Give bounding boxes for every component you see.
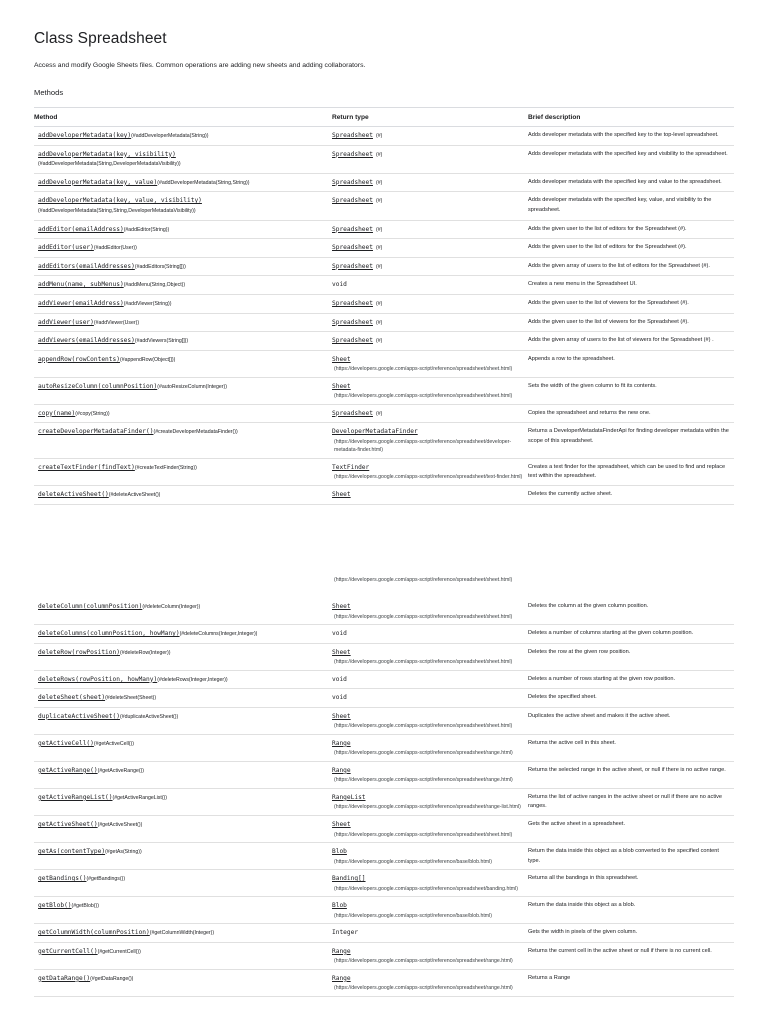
method-anchor: (#addViewer(User)): [93, 319, 140, 326]
return-type-cell: [332, 734, 528, 761]
method-cell: [34, 815, 332, 842]
description-cell: Deletes the specified sheet.: [528, 689, 734, 708]
return-type-cell: [332, 815, 528, 842]
method-signature-link[interactable]: appendRow(rowContents): [38, 355, 120, 363]
return-type-link[interactable]: Spreadsheet: [332, 150, 373, 158]
description-cell: Duplicates the active sheet and makes it the active sheet.: [528, 707, 734, 734]
page-title: Class Spreadsheet: [34, 30, 167, 47]
method-signature-link[interactable]: deleteColumns(columnPosition, howMany): [38, 630, 180, 637]
method-anchor: (#addEditors(String[])): [134, 263, 186, 270]
method-cell: [34, 239, 332, 258]
method-cell: [34, 643, 332, 670]
method-cell: [34, 377, 332, 404]
description-cell: Adds developer metadata with the specified key to the top-level spreadsheet.: [528, 127, 734, 146]
method-signature-link[interactable]: getActiveSheet(): [38, 820, 98, 828]
table-row: [34, 377, 734, 404]
continuation-url: (https://developers.google.com/apps-script/reference/spreadsheet/sheet.html): [334, 577, 513, 583]
methods-table-body: [34, 127, 734, 505]
table-row: [34, 220, 734, 239]
method-signature-link[interactable]: autoResizeColumn(columnPosition): [38, 382, 158, 390]
method-anchor: (#addEditor(String)): [123, 226, 170, 233]
method-signature-link[interactable]: addViewer(emailAddress): [38, 299, 124, 307]
method-cell: [34, 257, 332, 276]
return-type-link[interactable]: Range: [332, 766, 351, 774]
return-type-link[interactable]: Spreadsheet: [332, 318, 373, 326]
return-type-url: (https://developers.google.com/apps-script/reference/spreadsheet/developer-metadata-finder.html): [334, 438, 512, 454]
method-anchor: (#addViewer(String)): [123, 300, 172, 307]
return-type-link[interactable]: TextFinder: [332, 463, 370, 471]
method-signature-link[interactable]: addDeveloperMetadata(key, visibility): [38, 150, 176, 158]
method-signature-link[interactable]: getActiveCell(): [38, 739, 94, 747]
return-type-link[interactable]: Spreadsheet: [332, 299, 373, 307]
method-anchor: (#deleteRow(Integer)): [119, 649, 171, 656]
method-signature-link[interactable]: deleteRow(rowPosition): [38, 648, 120, 656]
description-cell: Return the data inside this object as a blob.: [528, 897, 734, 924]
description-cell: Deletes a number of columns starting at the given column position.: [528, 625, 734, 644]
description-cell: Returns a DeveloperMetadataFinderApi for finding developer metadata within the scope of this spreadsheet.: [528, 423, 734, 458]
return-type-url: (https://developers.google.com/apps-script/reference/base/blob.html): [334, 858, 493, 865]
method-cell: [34, 294, 332, 313]
return-type-anchor: (#): [375, 151, 383, 158]
method-signature-link[interactable]: getAs(contentType): [38, 847, 106, 855]
method-cell: [34, 145, 332, 173]
table-row: [34, 313, 734, 332]
method-cell: [34, 485, 332, 504]
return-type-link[interactable]: Sheet: [332, 490, 351, 498]
method-cell: [34, 924, 332, 943]
table-row: [34, 173, 734, 192]
method-anchor: (#deleteColumn(Integer)): [142, 604, 201, 610]
return-type: void: [332, 630, 347, 637]
method-signature-link[interactable]: addEditor(emailAddress): [38, 225, 124, 233]
method-signature-link[interactable]: getColumnWidth(columnPosition): [38, 929, 150, 937]
description-cell: Gets the width in pixels of the given column.: [528, 924, 734, 943]
table-row: [34, 294, 734, 313]
return-type-cell: [332, 257, 528, 276]
return-type-link[interactable]: Sheet: [332, 382, 351, 390]
description-cell: Creates a new menu in the Spreadsheet UI.: [528, 276, 734, 295]
method-signature-link[interactable]: deleteActiveSheet(): [38, 490, 109, 498]
return-type-link[interactable]: Spreadsheet: [332, 178, 373, 186]
return-type-cell: [332, 404, 528, 423]
table-row: [34, 734, 734, 761]
return-type-anchor: (#): [375, 338, 383, 345]
method-anchor: (#duplicateActiveSheet()): [119, 713, 179, 720]
description-cell: Deletes the row at the given row position.: [528, 643, 734, 670]
method-anchor: (#autoResizeColumn(Integer)): [157, 383, 227, 390]
table-row: [34, 350, 734, 377]
return-type-cell: [332, 625, 528, 644]
return-type-cell: [332, 377, 528, 404]
return-type-cell: [332, 598, 528, 625]
return-type-url: (https://developers.google.com/apps-script/reference/base/blob.html): [334, 912, 493, 919]
table-row: [34, 689, 734, 708]
return-type-anchor: (#): [375, 226, 383, 233]
description-cell: Adds the given user to the list of viewers for the Spreadsheet (#).: [528, 294, 734, 313]
table-row: [34, 192, 734, 220]
return-type-link[interactable]: Spreadsheet: [332, 337, 373, 345]
method-cell: [34, 173, 332, 192]
table-row: [34, 423, 734, 458]
return-type-cell: [332, 788, 528, 815]
method-signature-link[interactable]: getCurrentCell(): [38, 947, 98, 955]
table-header-row: [34, 108, 734, 127]
description-cell: Returns all the bandings in this spreadsheet.: [528, 870, 734, 897]
method-anchor: (#addEditor(User)): [93, 245, 137, 252]
table-row: [34, 643, 734, 670]
table-row: [34, 842, 734, 869]
return-type-cell: [332, 458, 528, 485]
return-type: void: [332, 694, 347, 702]
return-type-link[interactable]: Banding[]: [332, 875, 366, 883]
method-anchor: (#addDeveloperMetadata(String,String,DeveloperMetadataVisibility)): [38, 207, 196, 214]
return-type-cell: [332, 670, 528, 689]
table-row: [34, 761, 734, 788]
method-cell: [34, 404, 332, 423]
method-signature-link[interactable]: copy(name): [38, 409, 76, 417]
method-signature-link[interactable]: addMenu(name, subMenus): [38, 281, 124, 289]
return-type-link[interactable]: Spreadsheet: [332, 262, 373, 270]
method-cell: [34, 276, 332, 295]
method-cell: [34, 350, 332, 377]
table-row: [34, 924, 734, 943]
table-row: [34, 897, 734, 924]
return-type-link[interactable]: Spreadsheet: [332, 244, 373, 252]
return-type-link[interactable]: Sheet: [332, 603, 351, 610]
description-cell: Adds developer metadata with the specified key and value to the spreadsheet.: [528, 173, 734, 192]
description-cell: Deletes the currently active sheet.: [528, 485, 734, 504]
return-type-url: (https://developers.google.com/apps-script/reference/spreadsheet/range.html): [334, 777, 513, 784]
method-cell: [34, 220, 332, 239]
method-signature-link[interactable]: getBlob(): [38, 902, 72, 910]
return-type-url: (https://developers.google.com/apps-script/reference/spreadsheet/range.html): [334, 958, 513, 965]
method-signature-link[interactable]: addEditor(user): [38, 244, 94, 252]
table-row: [34, 239, 734, 258]
description-cell: Returns the selected range in the active sheet, or null if there is no active range.: [528, 761, 734, 788]
return-type-anchor: (#): [375, 245, 383, 252]
method-signature-link[interactable]: createTextFinder(findText): [38, 463, 135, 471]
table-row: [34, 707, 734, 734]
return-type-cell: [332, 276, 528, 295]
description-cell: Return the data inside this object as a blob converted to the specified content type.: [528, 842, 734, 869]
method-anchor: (#getAs(String)): [105, 848, 142, 855]
method-signature-link[interactable]: getBandings(): [38, 875, 87, 883]
method-anchor: (#getActiveCell()): [93, 740, 134, 747]
methods-table: [34, 107, 734, 505]
return-type-cell: [332, 643, 528, 670]
method-anchor: (#getBandings()): [86, 876, 126, 883]
methods-table-continued: [34, 598, 734, 997]
method-signature-link[interactable]: createDeveloperMetadataFinder(): [38, 428, 154, 436]
return-type-link[interactable]: Spreadsheet: [332, 197, 373, 205]
method-anchor: (#getDataRange()): [90, 975, 134, 982]
method-anchor: (#createDeveloperMetadataFinder()): [153, 429, 238, 436]
method-signature-link[interactable]: addDeveloperMetadata(key): [38, 132, 132, 139]
description-cell: Deletes the column at the given column position.: [528, 598, 734, 625]
methods-heading: Methods: [34, 88, 64, 97]
return-type-link[interactable]: Blob: [332, 847, 347, 855]
table-row: [34, 257, 734, 276]
return-type-cell: [332, 145, 528, 173]
method-signature-link[interactable]: deleteSheet(sheet): [38, 694, 106, 702]
method-cell: [34, 192, 332, 220]
method-anchor: (#appendRow(Object[])): [119, 356, 176, 363]
return-type-url: (https://developers.google.com/apps-script/reference/spreadsheet/sheet.html): [334, 613, 513, 620]
return-type-link[interactable]: Blob: [332, 902, 347, 910]
method-anchor: (#getActiveRangeList()): [112, 794, 168, 801]
return-type-cell: [332, 924, 528, 943]
return-type: void: [332, 281, 347, 289]
return-type-cell: [332, 332, 528, 351]
return-type-link[interactable]: Spreadsheet: [332, 409, 373, 417]
method-cell: [34, 689, 332, 708]
description-cell: Adds the given user to the list of viewers for the Spreadsheet (#).: [528, 313, 734, 332]
description-cell: Adds the given array of users to the list of viewers for the Spreadsheet (#) .: [528, 332, 734, 351]
description-cell: Returns a Range: [528, 969, 734, 996]
table-row: [34, 942, 734, 969]
method-anchor: (#addDeveloperMetadata(String)): [131, 133, 209, 139]
return-type-link[interactable]: Sheet: [332, 355, 351, 363]
return-type-anchor: (#): [375, 410, 383, 417]
method-signature-link[interactable]: getActiveRangeList(): [38, 793, 113, 801]
return-type-cell: [332, 192, 528, 220]
description-cell: Deletes a number of rows starting at the given row position.: [528, 670, 734, 689]
method-cell: [34, 870, 332, 897]
method-cell: [34, 969, 332, 996]
description-cell: Sets the width of the given column to fit its contents.: [528, 377, 734, 404]
method-anchor: (#getCurrentCell()): [97, 948, 141, 955]
return-type-link[interactable]: Range: [332, 739, 351, 747]
method-signature-link[interactable]: deleteRows(rowPosition, howMany): [38, 675, 158, 683]
return-type-cell: [332, 969, 528, 996]
description-cell: Copies the spreadsheet and returns the new one.: [528, 404, 734, 423]
return-type-cell: [332, 313, 528, 332]
method-anchor: (#deleteColumns(Integer,Integer)): [179, 631, 258, 637]
method-cell: [34, 761, 332, 788]
method-anchor: (#addMenu(String,Object)): [123, 282, 186, 289]
return-type-cell: [332, 842, 528, 869]
table-row: [34, 332, 734, 351]
return-type-cell: [332, 897, 528, 924]
method-anchor: (#getActiveRange()): [97, 767, 145, 774]
return-type-cell: [332, 689, 528, 708]
return-type-cell: [332, 870, 528, 897]
method-signature-link[interactable]: getDataRange(): [38, 974, 91, 982]
table-row: [34, 788, 734, 815]
return-type-url: (https://developers.google.com/apps-script/reference/spreadsheet/sheet.html): [334, 659, 513, 666]
method-cell: [34, 707, 332, 734]
return-type-anchor: (#): [375, 133, 383, 139]
table-row: [34, 276, 734, 295]
return-type-cell: [332, 173, 528, 192]
description-cell: Returns the active cell in this sheet.: [528, 734, 734, 761]
method-anchor: (#deleteRows(Integer,Integer)): [157, 676, 228, 683]
method-cell: [34, 625, 332, 644]
table-row: [34, 598, 734, 625]
table-row: [34, 969, 734, 996]
method-anchor: (#deleteActiveSheet()): [108, 491, 161, 498]
return-type-link[interactable]: DeveloperMetadataFinder: [332, 428, 418, 436]
methods-table-body-continued: [34, 598, 734, 996]
header-method: Method: [34, 108, 332, 127]
return-type-url: (https://developers.google.com/apps-script/reference/spreadsheet/sheet.html): [334, 831, 513, 838]
table-row: [34, 625, 734, 644]
method-cell: [34, 788, 332, 815]
method-signature-link[interactable]: duplicateActiveSheet(): [38, 712, 120, 720]
description-cell: Adds the given user to the list of editors for the Spreadsheet (#).: [528, 239, 734, 258]
method-signature-link[interactable]: addViewers(emailAddresses): [38, 337, 135, 345]
return-type: Integer: [332, 929, 359, 937]
return-type-link[interactable]: Sheet: [332, 648, 351, 656]
return-type-link[interactable]: Range: [332, 947, 351, 955]
header-description: Brief description: [528, 108, 734, 127]
return-type-link[interactable]: Spreadsheet: [332, 225, 373, 233]
return-type: void: [332, 675, 347, 683]
method-cell: [34, 313, 332, 332]
return-type-url: (https://developers.google.com/apps-script/reference/spreadsheet/sheet.html): [334, 723, 513, 730]
table-row: [34, 404, 734, 423]
method-signature-link[interactable]: addEditors(emailAddresses): [38, 262, 135, 270]
method-cell: [34, 897, 332, 924]
return-type-anchor: (#): [375, 263, 383, 270]
return-type-cell: [332, 485, 528, 504]
description-cell: Adds the given array of users to the list of editors for the Spreadsheet (#).: [528, 257, 734, 276]
method-cell: [34, 842, 332, 869]
return-type-cell: [332, 220, 528, 239]
return-type-url: (https://developers.google.com/apps-script/reference/spreadsheet/sheet.html): [334, 393, 513, 400]
method-signature-link[interactable]: addDeveloperMetadata(key, value): [38, 178, 158, 186]
method-anchor: (#createTextFinder(String)): [134, 464, 197, 471]
description-cell: Gets the active sheet in a spreadsheet.: [528, 815, 734, 842]
method-anchor: (#addDeveloperMetadata(String,DeveloperMetadataVisibility)): [38, 161, 181, 168]
table-row: [34, 127, 734, 146]
return-type-link[interactable]: Range: [332, 974, 351, 982]
method-signature-link[interactable]: getActiveRange(): [38, 766, 98, 774]
return-type-url: (https://developers.google.com/apps-script/reference/spreadsheet/banding.html): [334, 885, 518, 892]
method-anchor: (#addDeveloperMetadata(String,String)): [157, 179, 250, 186]
method-cell: [34, 332, 332, 351]
method-cell: [34, 458, 332, 485]
description-cell: Adds developer metadata with the specified key and visibility to the spreadsheet.: [528, 145, 734, 173]
return-type-url: (https://developers.google.com/apps-script/reference/spreadsheet/range.html): [334, 985, 513, 992]
method-signature-link[interactable]: deleteColumn(columnPosition): [38, 603, 143, 610]
return-type-url: (https://developers.google.com/apps-script/reference/spreadsheet/range.html): [334, 750, 513, 757]
method-anchor: (#deleteSheet(Sheet)): [105, 695, 157, 702]
return-type-link[interactable]: RangeList: [332, 793, 366, 801]
class-intro: Access and modify Google Sheets files. Common operations are adding new sheets and adding collaborators.: [34, 62, 366, 69]
return-type-cell: [332, 350, 528, 377]
method-cell: [34, 598, 332, 625]
return-type-anchor: (#): [375, 198, 383, 205]
header-return-type: Return type: [332, 108, 528, 127]
table-row: [34, 870, 734, 897]
method-anchor: (#getColumnWidth(Integer)): [149, 930, 215, 937]
description-cell: Returns the current cell in the active sheet or null if there is no current cell.: [528, 942, 734, 969]
return-type-anchor: (#): [375, 179, 383, 186]
table-row: [34, 815, 734, 842]
return-type-link[interactable]: Sheet: [332, 712, 351, 720]
return-type-url: (https://developers.google.com/apps-script/reference/spreadsheet/text-finder.html): [334, 474, 523, 481]
return-type-url: (https://developers.google.com/apps-script/reference/spreadsheet/range-list.html): [334, 804, 521, 811]
method-cell: [34, 670, 332, 689]
return-type-url: (https://developers.google.com/apps-script/reference/spreadsheet/sheet.html): [334, 366, 513, 373]
description-cell: Creates a text finder for the spreadsheet, which can be used to find and replace text within the spreadsheet.: [528, 458, 734, 485]
return-type-link[interactable]: Spreadsheet: [332, 132, 373, 139]
method-anchor: (#getActiveSheet()): [97, 821, 143, 828]
method-cell: [34, 127, 332, 146]
return-type-cell: [332, 761, 528, 788]
description-cell: Adds the given user to the list of editors for the Spreadsheet (#).: [528, 220, 734, 239]
return-type-anchor: (#): [375, 319, 383, 326]
method-signature-link[interactable]: addViewer(user): [38, 318, 94, 326]
method-anchor: (#copy(String)): [75, 410, 110, 417]
table-row: [34, 670, 734, 689]
description-cell: Appends a row to the spreadsheet.: [528, 350, 734, 377]
return-type-cell: [332, 707, 528, 734]
method-cell: [34, 734, 332, 761]
page-break-continuation: [332, 576, 532, 584]
method-cell: [34, 942, 332, 969]
return-type-cell: [332, 239, 528, 258]
method-signature-link[interactable]: addDeveloperMetadata(key, value, visibility): [38, 197, 202, 205]
method-anchor: (#addViewers(String[])): [134, 338, 189, 345]
table-row: [34, 458, 734, 485]
return-type-cell: [332, 423, 528, 458]
description-cell: Adds developer metadata with the specified key, value, and visibility to the spreadsheet.: [528, 192, 734, 220]
return-type-cell: [332, 127, 528, 146]
return-type-cell: [332, 942, 528, 969]
return-type-cell: [332, 294, 528, 313]
return-type-link[interactable]: Sheet: [332, 820, 351, 828]
table-row: [34, 145, 734, 173]
return-type-anchor: (#): [375, 300, 383, 307]
description-cell: Returns the list of active ranges in the active sheet or null if there are no active ranges.: [528, 788, 734, 815]
method-cell: [34, 423, 332, 458]
method-anchor: (#getBlob()): [71, 903, 99, 910]
table-row: [34, 485, 734, 504]
